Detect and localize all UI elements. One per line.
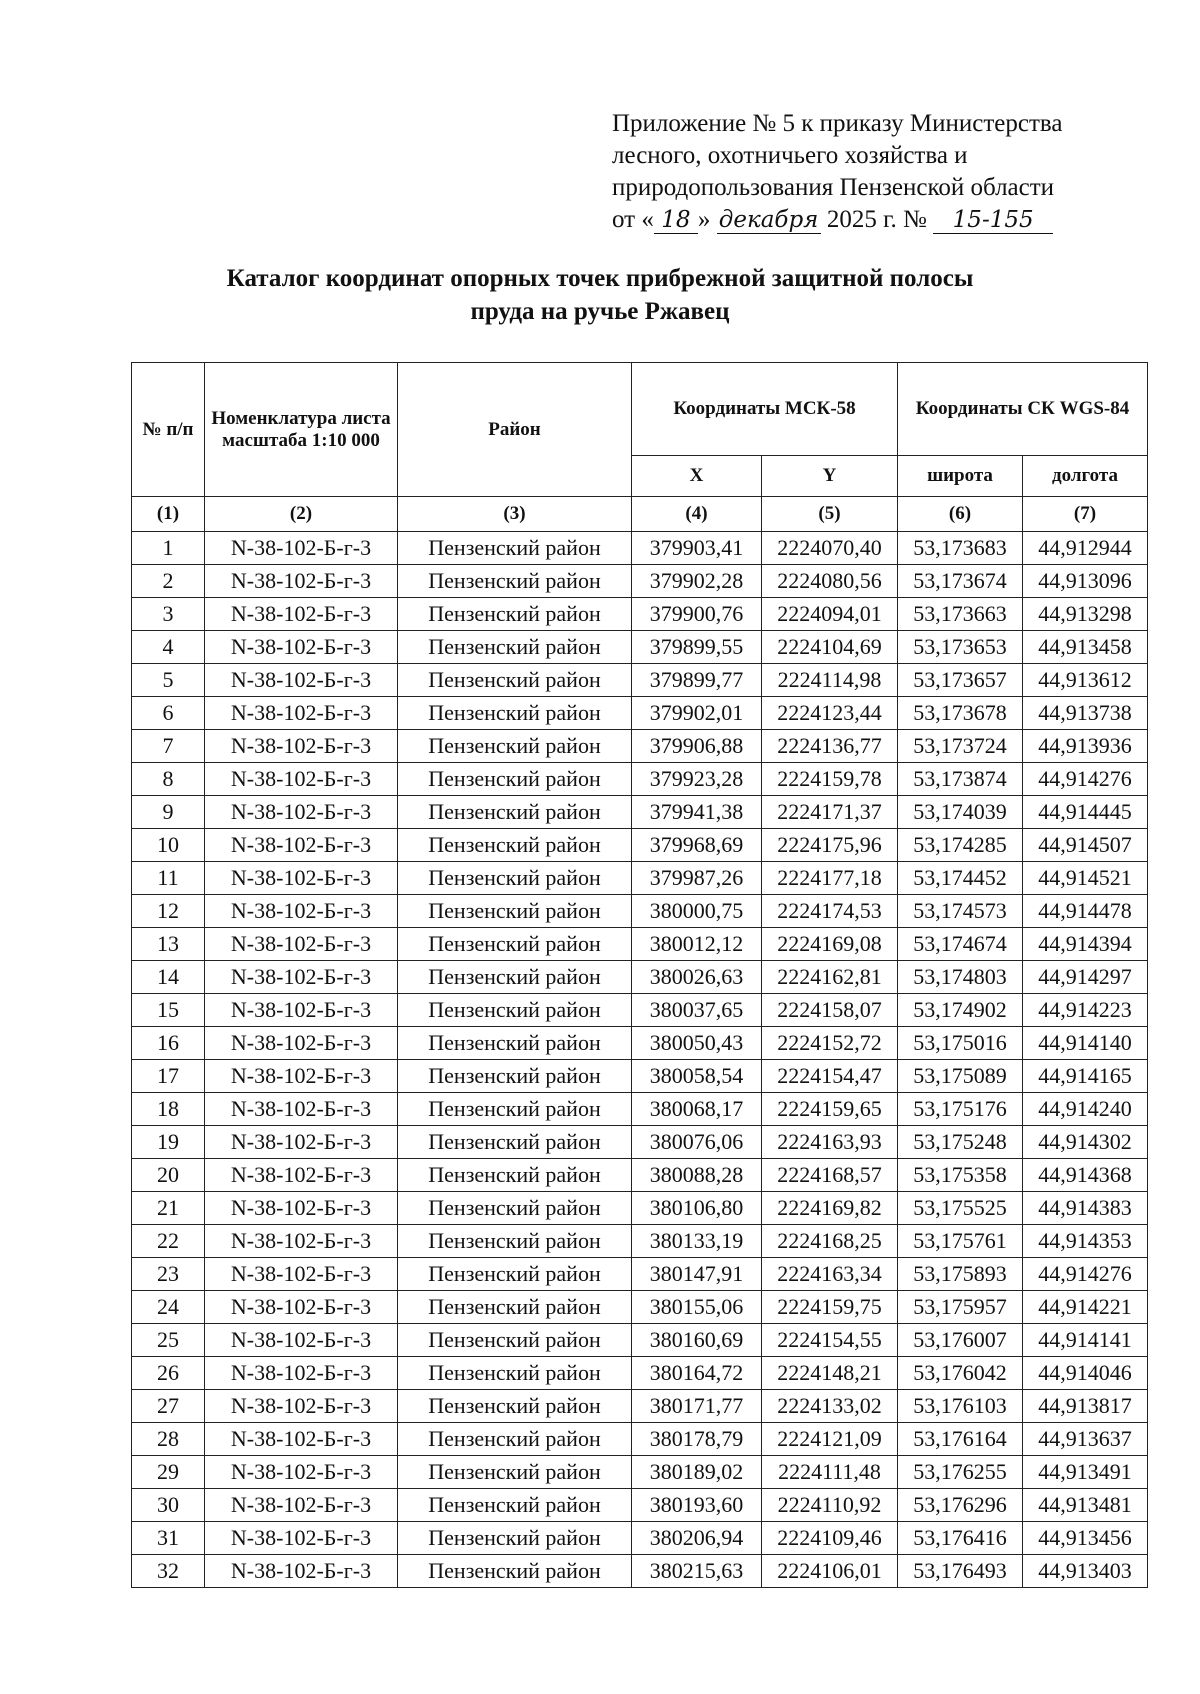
cell-x: 380178,79 bbox=[632, 1423, 762, 1456]
cell-lon: 44,914445 bbox=[1023, 796, 1148, 829]
cell-lat: 53,174573 bbox=[898, 895, 1023, 928]
cell-nomenclature: N-38-102-Б-г-3 bbox=[205, 697, 398, 730]
header-y: Y bbox=[762, 456, 898, 497]
cell-lon: 44,914353 bbox=[1023, 1225, 1148, 1258]
cell-lon: 44,914383 bbox=[1023, 1192, 1148, 1225]
cell-lon: 44,914140 bbox=[1023, 1027, 1148, 1060]
cell-num: 32 bbox=[132, 1555, 205, 1588]
cell-x: 380164,72 bbox=[632, 1357, 762, 1390]
cell-num: 27 bbox=[132, 1390, 205, 1423]
cell-y: 2224152,72 bbox=[762, 1027, 898, 1060]
cell-lat: 53,173657 bbox=[898, 664, 1023, 697]
table-row bbox=[132, 1126, 1148, 1159]
cell-x: 380088,28 bbox=[632, 1159, 762, 1192]
table-row bbox=[132, 1390, 1148, 1423]
cell-y: 2224158,07 bbox=[762, 994, 898, 1027]
cell-x: 379906,88 bbox=[632, 730, 762, 763]
header-x: X bbox=[632, 456, 762, 497]
cell-x: 380037,65 bbox=[632, 994, 762, 1027]
column-number: (4) bbox=[632, 497, 762, 532]
cell-lat: 53,174674 bbox=[898, 928, 1023, 961]
cell-num: 17 bbox=[132, 1060, 205, 1093]
cell-nomenclature: N-38-102-Б-г-3 bbox=[205, 1390, 398, 1423]
cell-raion: Пензенский район bbox=[398, 1291, 632, 1324]
cell-lat: 53,173678 bbox=[898, 697, 1023, 730]
cell-raion: Пензенский район bbox=[398, 1126, 632, 1159]
cell-nomenclature: N-38-102-Б-г-3 bbox=[205, 664, 398, 697]
cell-y: 2224111,48 bbox=[762, 1456, 898, 1489]
cell-nomenclature: N-38-102-Б-г-3 bbox=[205, 1357, 398, 1390]
cell-nomenclature: N-38-102-Б-г-3 bbox=[205, 994, 398, 1027]
cell-x: 380171,77 bbox=[632, 1390, 762, 1423]
table-row bbox=[132, 1291, 1148, 1324]
cell-num: 21 bbox=[132, 1192, 205, 1225]
cell-num: 15 bbox=[132, 994, 205, 1027]
table-row bbox=[132, 895, 1148, 928]
date-mid: » bbox=[697, 206, 711, 233]
cell-num: 6 bbox=[132, 697, 205, 730]
cell-num: 4 bbox=[132, 631, 205, 664]
cell-y: 2224110,92 bbox=[762, 1489, 898, 1522]
cell-y: 2224148,21 bbox=[762, 1357, 898, 1390]
cell-y: 2224114,98 bbox=[762, 664, 898, 697]
cell-num: 24 bbox=[132, 1291, 205, 1324]
document-title bbox=[0, 262, 1200, 328]
cell-lon: 44,913817 bbox=[1023, 1390, 1148, 1423]
cell-lon: 44,912944 bbox=[1023, 532, 1148, 565]
cell-num: 14 bbox=[132, 961, 205, 994]
cell-lon: 44,914223 bbox=[1023, 994, 1148, 1027]
cell-raion: Пензенский район bbox=[398, 862, 632, 895]
cell-num: 16 bbox=[132, 1027, 205, 1060]
appendix-date-line bbox=[612, 204, 1172, 236]
cell-raion: Пензенский район bbox=[398, 1225, 632, 1258]
coordinates-table bbox=[131, 362, 1148, 1588]
cell-lat: 53,176164 bbox=[898, 1423, 1023, 1456]
cell-x: 379900,76 bbox=[632, 598, 762, 631]
cell-lon: 44,913298 bbox=[1023, 598, 1148, 631]
cell-lat: 53,176416 bbox=[898, 1522, 1023, 1555]
cell-lat: 53,173663 bbox=[898, 598, 1023, 631]
cell-raion: Пензенский район bbox=[398, 730, 632, 763]
cell-lat: 53,174452 bbox=[898, 862, 1023, 895]
appendix-line-2: лесного, охотничьего хозяйства и bbox=[612, 142, 968, 169]
cell-y: 2224154,55 bbox=[762, 1324, 898, 1357]
cell-num: 23 bbox=[132, 1258, 205, 1291]
cell-y: 2224163,93 bbox=[762, 1126, 898, 1159]
cell-raion: Пензенский район bbox=[398, 796, 632, 829]
cell-x: 379903,41 bbox=[632, 532, 762, 565]
cell-nomenclature: N-38-102-Б-г-3 bbox=[205, 1192, 398, 1225]
table-row bbox=[132, 697, 1148, 730]
cell-num: 9 bbox=[132, 796, 205, 829]
cell-lat: 53,175248 bbox=[898, 1126, 1023, 1159]
cell-nomenclature: N-38-102-Б-г-3 bbox=[205, 895, 398, 928]
cell-lon: 44,914141 bbox=[1023, 1324, 1148, 1357]
cell-x: 380012,12 bbox=[632, 928, 762, 961]
table-row bbox=[132, 961, 1148, 994]
cell-x: 380147,91 bbox=[632, 1258, 762, 1291]
cell-nomenclature: N-38-102-Б-г-3 bbox=[205, 532, 398, 565]
table-row bbox=[132, 994, 1148, 1027]
cell-num: 19 bbox=[132, 1126, 205, 1159]
column-number: (2) bbox=[205, 497, 398, 532]
cell-x: 380076,06 bbox=[632, 1126, 762, 1159]
cell-lat: 53,176493 bbox=[898, 1555, 1023, 1588]
table-row bbox=[132, 1555, 1148, 1588]
cell-lon: 44,914276 bbox=[1023, 1258, 1148, 1291]
title-line-1: Каталог координат опорных точек прибрежной защитной полосы bbox=[226, 265, 974, 292]
cell-y: 2224168,57 bbox=[762, 1159, 898, 1192]
cell-lon: 44,914394 bbox=[1023, 928, 1148, 961]
cell-lat: 53,173874 bbox=[898, 763, 1023, 796]
cell-lat: 53,173674 bbox=[898, 565, 1023, 598]
cell-lon: 44,914165 bbox=[1023, 1060, 1148, 1093]
cell-num: 29 bbox=[132, 1456, 205, 1489]
table-row bbox=[132, 763, 1148, 796]
cell-raion: Пензенский район bbox=[398, 664, 632, 697]
cell-raion: Пензенский район bbox=[398, 1192, 632, 1225]
cell-x: 380058,54 bbox=[632, 1060, 762, 1093]
cell-nomenclature: N-38-102-Б-г-3 bbox=[205, 763, 398, 796]
handwritten-order-number: 15-155 bbox=[933, 207, 1053, 234]
header-num: № п/п bbox=[132, 363, 205, 497]
cell-nomenclature: N-38-102-Б-г-3 bbox=[205, 1258, 398, 1291]
cell-y: 2224163,34 bbox=[762, 1258, 898, 1291]
cell-num: 5 bbox=[132, 664, 205, 697]
table-row bbox=[132, 1060, 1148, 1093]
cell-num: 26 bbox=[132, 1357, 205, 1390]
table-body bbox=[132, 532, 1148, 1588]
header-raion: Район bbox=[398, 363, 632, 497]
cell-y: 2224175,96 bbox=[762, 829, 898, 862]
cell-lat: 53,175176 bbox=[898, 1093, 1023, 1126]
table-row bbox=[132, 1324, 1148, 1357]
cell-num: 10 bbox=[132, 829, 205, 862]
cell-y: 2224169,08 bbox=[762, 928, 898, 961]
appendix-header bbox=[612, 108, 1172, 236]
cell-y: 2224070,40 bbox=[762, 532, 898, 565]
cell-nomenclature: N-38-102-Б-г-3 bbox=[205, 1522, 398, 1555]
cell-nomenclature: N-38-102-Б-г-3 bbox=[205, 565, 398, 598]
cell-lon: 44,914368 bbox=[1023, 1159, 1148, 1192]
cell-raion: Пензенский район bbox=[398, 697, 632, 730]
cell-x: 380050,43 bbox=[632, 1027, 762, 1060]
cell-nomenclature: N-38-102-Б-г-3 bbox=[205, 1060, 398, 1093]
cell-lon: 44,914521 bbox=[1023, 862, 1148, 895]
table-row bbox=[132, 1159, 1148, 1192]
cell-nomenclature: N-38-102-Б-г-3 bbox=[205, 829, 398, 862]
cell-lon: 44,913491 bbox=[1023, 1456, 1148, 1489]
cell-x: 380155,06 bbox=[632, 1291, 762, 1324]
cell-raion: Пензенский район bbox=[398, 1027, 632, 1060]
cell-lon: 44,914302 bbox=[1023, 1126, 1148, 1159]
cell-lat: 53,173724 bbox=[898, 730, 1023, 763]
cell-lat: 53,174039 bbox=[898, 796, 1023, 829]
cell-nomenclature: N-38-102-Б-г-3 bbox=[205, 796, 398, 829]
handwritten-month: декабря bbox=[717, 207, 821, 234]
cell-raion: Пензенский район bbox=[398, 994, 632, 1027]
cell-raion: Пензенский район bbox=[398, 961, 632, 994]
cell-lat: 53,176296 bbox=[898, 1489, 1023, 1522]
cell-y: 2224162,81 bbox=[762, 961, 898, 994]
cell-lon: 44,913637 bbox=[1023, 1423, 1148, 1456]
cell-y: 2224109,46 bbox=[762, 1522, 898, 1555]
table-row bbox=[132, 1456, 1148, 1489]
cell-num: 12 bbox=[132, 895, 205, 928]
cell-x: 380189,02 bbox=[632, 1456, 762, 1489]
cell-lat: 53,173683 bbox=[898, 532, 1023, 565]
cell-lon: 44,913458 bbox=[1023, 631, 1148, 664]
cell-x: 380068,17 bbox=[632, 1093, 762, 1126]
cell-raion: Пензенский район bbox=[398, 1093, 632, 1126]
cell-y: 2224171,37 bbox=[762, 796, 898, 829]
table-row bbox=[132, 532, 1148, 565]
date-prefix: от « bbox=[612, 206, 654, 233]
cell-raion: Пензенский район bbox=[398, 1159, 632, 1192]
cell-x: 380133,19 bbox=[632, 1225, 762, 1258]
table-row bbox=[132, 1225, 1148, 1258]
cell-raion: Пензенский район bbox=[398, 1555, 632, 1588]
cell-raion: Пензенский район bbox=[398, 631, 632, 664]
cell-lat: 53,176255 bbox=[898, 1456, 1023, 1489]
cell-lat: 53,173653 bbox=[898, 631, 1023, 664]
cell-nomenclature: N-38-102-Б-г-3 bbox=[205, 961, 398, 994]
cell-nomenclature: N-38-102-Б-г-3 bbox=[205, 1027, 398, 1060]
cell-lon: 44,914507 bbox=[1023, 829, 1148, 862]
table-row bbox=[132, 1423, 1148, 1456]
cell-lat: 53,175016 bbox=[898, 1027, 1023, 1060]
cell-x: 380215,63 bbox=[632, 1555, 762, 1588]
cell-y: 2224177,18 bbox=[762, 862, 898, 895]
cell-y: 2224121,09 bbox=[762, 1423, 898, 1456]
cell-num: 11 bbox=[132, 862, 205, 895]
cell-raion: Пензенский район bbox=[398, 829, 632, 862]
cell-raion: Пензенский район bbox=[398, 1324, 632, 1357]
cell-x: 379987,26 bbox=[632, 862, 762, 895]
table-row bbox=[132, 1093, 1148, 1126]
cell-y: 2224168,25 bbox=[762, 1225, 898, 1258]
cell-raion: Пензенский район bbox=[398, 532, 632, 565]
cell-y: 2224136,77 bbox=[762, 730, 898, 763]
column-number: (7) bbox=[1023, 497, 1148, 532]
cell-raion: Пензенский район bbox=[398, 928, 632, 961]
cell-lat: 53,174902 bbox=[898, 994, 1023, 1027]
cell-lon: 44,914046 bbox=[1023, 1357, 1148, 1390]
cell-nomenclature: N-38-102-Б-г-3 bbox=[205, 1324, 398, 1357]
cell-y: 2224123,44 bbox=[762, 697, 898, 730]
cell-raion: Пензенский район bbox=[398, 895, 632, 928]
cell-lon: 44,914221 bbox=[1023, 1291, 1148, 1324]
table-row bbox=[132, 1027, 1148, 1060]
cell-lat: 53,176007 bbox=[898, 1324, 1023, 1357]
table-row bbox=[132, 1357, 1148, 1390]
table-row bbox=[132, 829, 1148, 862]
cell-y: 2224104,69 bbox=[762, 631, 898, 664]
table-row bbox=[132, 565, 1148, 598]
cell-raion: Пензенский район bbox=[398, 1522, 632, 1555]
cell-nomenclature: N-38-102-Б-г-3 bbox=[205, 1423, 398, 1456]
table-row bbox=[132, 631, 1148, 664]
cell-x: 380206,94 bbox=[632, 1522, 762, 1555]
cell-lon: 44,913096 bbox=[1023, 565, 1148, 598]
header-nomenclature: Номенклатура листа масштаба 1:10 000 bbox=[205, 363, 398, 497]
cell-nomenclature: N-38-102-Б-г-3 bbox=[205, 1093, 398, 1126]
table-row bbox=[132, 1522, 1148, 1555]
cell-raion: Пензенский район bbox=[398, 598, 632, 631]
cell-raion: Пензенский район bbox=[398, 1489, 632, 1522]
cell-x: 380193,60 bbox=[632, 1489, 762, 1522]
cell-nomenclature: N-38-102-Б-г-3 bbox=[205, 1225, 398, 1258]
cell-num: 18 bbox=[132, 1093, 205, 1126]
cell-raion: Пензенский район bbox=[398, 1258, 632, 1291]
cell-num: 1 bbox=[132, 532, 205, 565]
cell-lat: 53,175358 bbox=[898, 1159, 1023, 1192]
cell-x: 380000,75 bbox=[632, 895, 762, 928]
cell-lat: 53,176103 bbox=[898, 1390, 1023, 1423]
cell-y: 2224159,65 bbox=[762, 1093, 898, 1126]
cell-y: 2224174,53 bbox=[762, 895, 898, 928]
cell-num: 20 bbox=[132, 1159, 205, 1192]
cell-raion: Пензенский район bbox=[398, 1357, 632, 1390]
cell-num: 13 bbox=[132, 928, 205, 961]
table-row bbox=[132, 928, 1148, 961]
cell-num: 7 bbox=[132, 730, 205, 763]
cell-lon: 44,913738 bbox=[1023, 697, 1148, 730]
cell-num: 2 bbox=[132, 565, 205, 598]
cell-y: 2224154,47 bbox=[762, 1060, 898, 1093]
table-row bbox=[132, 1489, 1148, 1522]
cell-nomenclature: N-38-102-Б-г-3 bbox=[205, 1456, 398, 1489]
cell-raion: Пензенский район bbox=[398, 1456, 632, 1489]
cell-lat: 53,175957 bbox=[898, 1291, 1023, 1324]
cell-num: 25 bbox=[132, 1324, 205, 1357]
cell-lat: 53,175893 bbox=[898, 1258, 1023, 1291]
cell-lon: 44,913456 bbox=[1023, 1522, 1148, 1555]
cell-y: 2224169,82 bbox=[762, 1192, 898, 1225]
table-row bbox=[132, 664, 1148, 697]
cell-nomenclature: N-38-102-Б-г-3 bbox=[205, 1291, 398, 1324]
cell-num: 30 bbox=[132, 1489, 205, 1522]
column-number: (6) bbox=[898, 497, 1023, 532]
cell-nomenclature: N-38-102-Б-г-3 bbox=[205, 598, 398, 631]
cell-num: 3 bbox=[132, 598, 205, 631]
cell-num: 8 bbox=[132, 763, 205, 796]
header-msk: Координаты МСК-58 bbox=[632, 363, 898, 456]
cell-lon: 44,914478 bbox=[1023, 895, 1148, 928]
cell-num: 31 bbox=[132, 1522, 205, 1555]
cell-lon: 44,913481 bbox=[1023, 1489, 1148, 1522]
appendix-line-3: природопользования Пензенской области bbox=[612, 174, 1055, 201]
cell-y: 2224133,02 bbox=[762, 1390, 898, 1423]
column-number-row bbox=[132, 497, 1148, 532]
table-row bbox=[132, 1192, 1148, 1225]
cell-raion: Пензенский район bbox=[398, 763, 632, 796]
header-lat: широта bbox=[898, 456, 1023, 497]
cell-nomenclature: N-38-102-Б-г-3 bbox=[205, 1555, 398, 1588]
cell-x: 379899,55 bbox=[632, 631, 762, 664]
cell-lon: 44,914240 bbox=[1023, 1093, 1148, 1126]
header-lon: долгота bbox=[1023, 456, 1148, 497]
cell-num: 28 bbox=[132, 1423, 205, 1456]
cell-x: 380106,80 bbox=[632, 1192, 762, 1225]
cell-lon: 44,914297 bbox=[1023, 961, 1148, 994]
column-number: (3) bbox=[398, 497, 632, 532]
cell-x: 379902,28 bbox=[632, 565, 762, 598]
cell-lat: 53,174285 bbox=[898, 829, 1023, 862]
table-row bbox=[132, 1258, 1148, 1291]
title-line-2: пруда на ручье Ржавец bbox=[470, 298, 730, 325]
cell-x: 379923,28 bbox=[632, 763, 762, 796]
header-wgs: Координаты СК WGS-84 bbox=[898, 363, 1148, 456]
cell-x: 379899,77 bbox=[632, 664, 762, 697]
table-row bbox=[132, 796, 1148, 829]
cell-lon: 44,913612 bbox=[1023, 664, 1148, 697]
cell-lon: 44,914276 bbox=[1023, 763, 1148, 796]
cell-y: 2224159,78 bbox=[762, 763, 898, 796]
cell-nomenclature: N-38-102-Б-г-3 bbox=[205, 1159, 398, 1192]
cell-x: 379941,38 bbox=[632, 796, 762, 829]
cell-nomenclature: N-38-102-Б-г-3 bbox=[205, 1489, 398, 1522]
column-number: (5) bbox=[762, 497, 898, 532]
cell-lat: 53,175089 bbox=[898, 1060, 1023, 1093]
column-number: (1) bbox=[132, 497, 205, 532]
cell-num: 22 bbox=[132, 1225, 205, 1258]
cell-raion: Пензенский район bbox=[398, 1423, 632, 1456]
cell-x: 380160,69 bbox=[632, 1324, 762, 1357]
cell-lat: 53,174803 bbox=[898, 961, 1023, 994]
cell-y: 2224106,01 bbox=[762, 1555, 898, 1588]
cell-raion: Пензенский район bbox=[398, 1390, 632, 1423]
cell-raion: Пензенский район bbox=[398, 1060, 632, 1093]
cell-nomenclature: N-38-102-Б-г-3 bbox=[205, 1126, 398, 1159]
table-row bbox=[132, 862, 1148, 895]
table-row bbox=[132, 598, 1148, 631]
cell-x: 379968,69 bbox=[632, 829, 762, 862]
cell-y: 2224080,56 bbox=[762, 565, 898, 598]
cell-lat: 53,175525 bbox=[898, 1192, 1023, 1225]
year-text: 2025 г. № bbox=[826, 206, 927, 233]
cell-raion: Пензенский район bbox=[398, 565, 632, 598]
cell-lat: 53,176042 bbox=[898, 1357, 1023, 1390]
cell-x: 379902,01 bbox=[632, 697, 762, 730]
cell-y: 2224159,75 bbox=[762, 1291, 898, 1324]
cell-lat: 53,175761 bbox=[898, 1225, 1023, 1258]
cell-nomenclature: N-38-102-Б-г-3 bbox=[205, 631, 398, 664]
cell-y: 2224094,01 bbox=[762, 598, 898, 631]
cell-lon: 44,913403 bbox=[1023, 1555, 1148, 1588]
cell-x: 380026,63 bbox=[632, 961, 762, 994]
table-row bbox=[132, 730, 1148, 763]
cell-lon: 44,913936 bbox=[1023, 730, 1148, 763]
cell-nomenclature: N-38-102-Б-г-3 bbox=[205, 862, 398, 895]
cell-nomenclature: N-38-102-Б-г-3 bbox=[205, 928, 398, 961]
handwritten-day: 18 bbox=[654, 207, 698, 234]
cell-nomenclature: N-38-102-Б-г-3 bbox=[205, 730, 398, 763]
appendix-line-1: Приложение № 5 к приказу Министерства bbox=[612, 110, 1063, 137]
